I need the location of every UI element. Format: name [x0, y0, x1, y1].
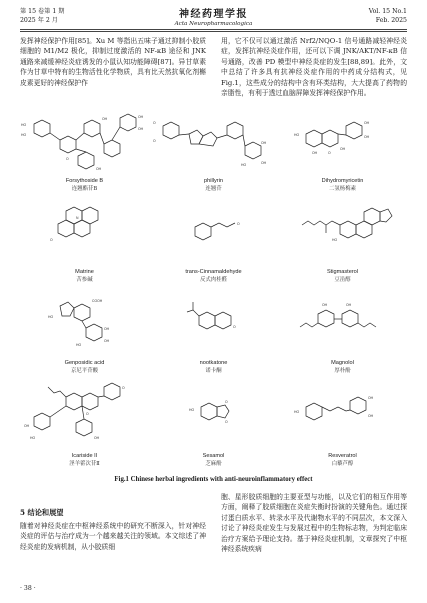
compound-name-cn: 反式肉桂醛	[200, 277, 227, 283]
atom-label: O	[66, 157, 69, 161]
stigmasterol-structure-icon	[278, 195, 407, 267]
compound-name-cn: 白藜芦醇	[331, 461, 354, 467]
atom-label: O	[86, 412, 89, 416]
compound-name-en: Genposidic acid	[64, 360, 105, 366]
atom-label: OH	[368, 414, 374, 418]
compound-genposidic-acid	[20, 286, 149, 377]
matrine-structure-icon	[20, 195, 149, 267]
atom-label: HO	[21, 123, 27, 127]
compound-matrine	[20, 195, 149, 286]
compound-phillyrin	[149, 104, 278, 195]
compound-name-en: Matrine	[75, 269, 94, 275]
compound-name-cn: 豆甾醇	[334, 277, 351, 283]
body-text-right-top: 用，它不仅可以通过激活 Nrf2/NQO-1 信号通路减轻神经炎症，发挥抗神经炎症作用，还可以下调 JNK/AKT/NF-κB 信号通路，改善 PD 模型中神经炎症的发生[88,89]。此外，文中总结了许多具有抗神经炎症作用的中药成分结构式，见 Fig.1，这些成分的结构中含有环类结构，大大提高了药物的亲脂性，有利于透过血脑屏障发挥神经保护作用。	[221, 37, 407, 98]
atom-label: O	[237, 222, 240, 226]
atom-label: OH	[364, 121, 370, 125]
compound-name-cn: 淫羊藿次苷Ⅱ	[69, 461, 100, 467]
atom-label: OH	[104, 327, 110, 331]
atom-label: OH	[96, 167, 102, 171]
cinnamaldehyde-structure-icon	[149, 195, 278, 267]
nootkatone-structure-icon	[149, 286, 278, 358]
atom-label: O	[328, 151, 331, 155]
atom-label: O	[225, 420, 228, 424]
atom-label: OH	[102, 117, 108, 121]
compound-name-cn: 连翘酯苷B	[71, 186, 98, 192]
atom-label: HO	[241, 163, 247, 167]
forsythoside-b-structure-icon	[20, 104, 149, 176]
atom-label: OH	[346, 303, 352, 307]
compound-name-en: Forsythoside B	[65, 178, 104, 184]
compound-name-en: Sesamol	[202, 453, 225, 459]
atom-label: COOH	[92, 299, 103, 303]
journal-title-cn: 神经药理学报	[179, 9, 248, 20]
compound-resveratrol	[278, 377, 407, 470]
body-text-left-bottom: 随着对神经炎症在中枢神经系统中的研究不断深入，针对神经炎症的评估与治疗成为一个越来越关注的领域。本文综述了神经炎症的发病机制，从小胶质细	[20, 522, 206, 551]
compound-sesamol	[149, 377, 278, 470]
figure-caption: Fig.1 Chinese herbal ingredients with anti-neuroinflammatory effect	[114, 476, 313, 483]
compound-name-en: Stigmasterol	[326, 269, 359, 275]
atom-label: HO	[76, 343, 82, 347]
resveratrol-structure-icon	[278, 377, 407, 451]
compound-name-cn: 芝麻酚	[205, 461, 222, 467]
atom-label: O	[153, 139, 156, 143]
journal-title-en: Acta Neuropharmacologica	[174, 21, 253, 27]
atom-label: HO	[30, 436, 36, 440]
atom-label: OH	[322, 303, 328, 307]
compound-name-en: Dihydromyricetin	[321, 178, 364, 184]
compound-name-cn: 京尼平苷酸	[71, 368, 98, 374]
atom-label: OH	[104, 339, 110, 343]
dihydromyricetin-structure-icon	[278, 104, 407, 176]
compound-trans-cinnamaldehyde	[149, 195, 278, 286]
compound-icariside-ii	[20, 377, 149, 470]
atom-label: N	[76, 216, 79, 220]
volume-en: Vol. 15 No.1	[368, 8, 407, 15]
atom-label: HO	[332, 238, 338, 242]
compound-nootkatone	[149, 286, 278, 377]
atom-label: O	[233, 325, 236, 329]
compound-name-en: Icariside II	[71, 453, 98, 459]
genposidic-acid-structure-icon	[20, 286, 149, 358]
compound-name-cn: 苦参碱	[76, 277, 93, 283]
compound-name-cn: 诺卡酮	[205, 368, 222, 374]
atom-label: OH	[261, 161, 267, 165]
compound-magnolol	[278, 286, 407, 377]
atom-label: OH	[138, 115, 144, 119]
volume-cn: 第 15 卷第 1 期	[20, 8, 65, 15]
compound-name-en: nootkatone	[199, 360, 228, 366]
phillyrin-structure-icon	[149, 104, 278, 176]
atom-label: HO	[21, 133, 27, 137]
compound-name-cn: 连翘苷	[205, 186, 222, 192]
compound-name-en: phillyrin	[204, 178, 223, 184]
atom-label: OH	[94, 436, 100, 440]
compound-name-en: Magnolol	[331, 360, 354, 366]
section-heading: 5 结论和展望	[20, 508, 64, 517]
body-text-right-bottom: 胞、星形胶质细胞的主要亚型与功能，以及它们的相互作用等方面，阐释了胶质细胞在炎症失衡时扮演的关键角色。通过探讨蛋白质水平、转录水平及代谢物水平的不同层次，本文深入讨论了神经炎症发生与发展过程中的生物标志物，为判定临床治疗方案给予理论支持。基于神经炎症机制，文章探究了中枢神经系统疾病	[221, 493, 407, 554]
atom-label: HO	[294, 133, 300, 137]
atom-label: O	[50, 238, 53, 242]
atom-label: O	[122, 386, 125, 390]
figure-1	[20, 104, 407, 470]
icariside-ii-structure-icon	[20, 377, 149, 451]
body-text-left-top: 发挥神经保护作用[85]。Xu M 等指出五味子通过抑制小胶质细胞的 M1/M2 极化，抑制过度激活的 NF-κB 途径和 JNK 通路来减缓神经炎症诱发的小鼠认知功能障碍[87]。异甘草素作为甘草中特有的生物活性化学物质，具有比天然抗氧化剂槲皮素更好的神经保护作	[20, 37, 206, 87]
compound-name-cn: 二氢杨梅素	[329, 186, 356, 192]
header-rule-thin	[20, 31, 407, 32]
atom-label: O	[225, 400, 228, 404]
compound-name-en: Resveratrol	[328, 453, 357, 459]
sesamol-structure-icon	[149, 377, 278, 451]
date-cn: 2025 年 2 月	[20, 16, 58, 24]
compound-forsythoside-b	[20, 104, 149, 195]
atom-label: OH	[340, 147, 346, 151]
atom-label: HO	[48, 315, 54, 319]
compound-name-cn: 厚朴酚	[334, 368, 351, 374]
compound-dihydromyricetin	[278, 104, 407, 195]
atom-label: OH	[261, 141, 267, 145]
page-number: · 38 ·	[20, 585, 36, 592]
atom-label: OH	[368, 396, 374, 400]
magnolol-structure-icon	[278, 286, 407, 358]
atom-label: OH	[138, 127, 144, 131]
journal-title	[0, 5, 427, 27]
date-en: Feb. 2025	[375, 16, 407, 24]
compound-name-en: trans-Cinnamaldehyde	[185, 269, 242, 275]
running-header-right	[369, 8, 407, 25]
atom-label: OH	[312, 151, 318, 155]
atom-label: HO	[189, 408, 195, 412]
header-rule	[20, 29, 407, 30]
atom-label: OH	[364, 135, 370, 139]
atom-label: HO	[294, 410, 300, 414]
compound-stigmasterol	[278, 195, 407, 286]
atom-label: OH	[24, 424, 30, 428]
atom-label: O	[153, 121, 156, 125]
